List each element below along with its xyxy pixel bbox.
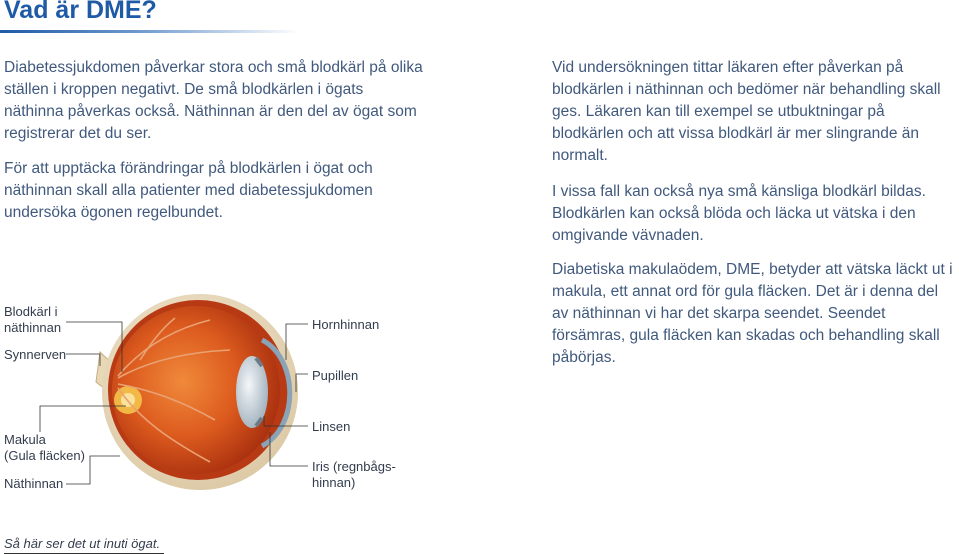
new-vessels-paragraph: I vissa fall kan också nya små känsliga blodkärl bildas. Blodkärlen kan också blöda och läcka ut vätska i den omgivande vävnaden. bbox=[552, 183, 926, 244]
lens bbox=[236, 356, 268, 428]
dme-definition-paragraph: Diabetiska makulaödem, DME, betyder att vätska läckt ut i makula, ett annat ord för gula fläcken. Det är i denna del av näthinnan vi har det skarpa seendet. Seendet försämras, gula fläcken kan skadas och behandling skall påbörjas. bbox=[552, 261, 953, 366]
label-lens: Linsen bbox=[312, 419, 351, 434]
label-pupil: Pupillen bbox=[312, 368, 359, 383]
examination-paragraph: Vid undersökningen tittar läkaren efter påverkan på blodkärlen i näthinnan och bedömer när behandling skall ges. Läkaren kan till exempel se utbuktningar på blodkärlen och att vissa blodkärl är mer slingrande än normalt. bbox=[552, 59, 941, 164]
intro-paragraph: Diabetessjukdomen påverkar stora och små blodkärl på olika ställen i kroppen negativt. De små blodkärlen i ögats näthinna påverkas också. Näthinnan är den del av ögat som registrerar det du ser. bbox=[4, 59, 423, 142]
label-cornea: Hornhinnan bbox=[312, 317, 380, 332]
label-blood-vessels-retina: Blodkärl i näthinnan bbox=[4, 304, 62, 335]
label-optic-nerve: Synnerven bbox=[4, 347, 67, 362]
label-retina: Näthinnan bbox=[4, 476, 64, 491]
page-title: Vad är DME? bbox=[4, 0, 157, 24]
label-iris: Iris (regnbågs- hinnan) bbox=[312, 459, 396, 490]
screening-paragraph: För att upptäcka förändringar på blodkärlen i ögat och näthinnan skall alla patienter med diabetessjukdomen undersöka ögonen regelbundet. bbox=[4, 160, 373, 221]
label-macula: Makula (Gula fläcken) bbox=[4, 432, 85, 463]
figure-caption: Så här ser det ut inuti ögat. bbox=[4, 536, 161, 551]
